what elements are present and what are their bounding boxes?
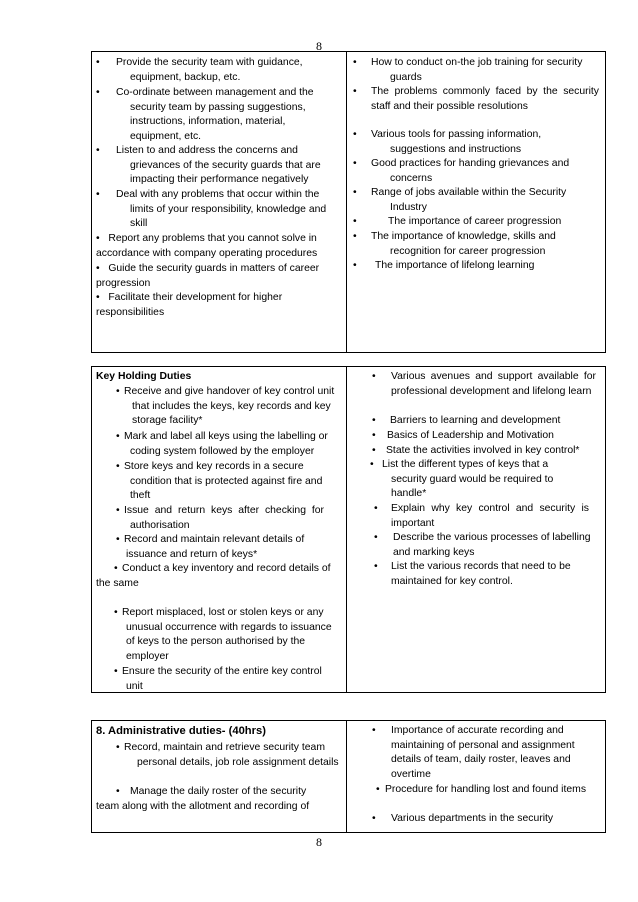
list-item	[92, 385, 344, 429]
section-3-right-cell	[347, 721, 605, 832]
table-section-3	[91, 720, 606, 833]
list-item-text	[96, 262, 340, 291]
bullet: •	[372, 430, 376, 441]
bullet: •	[374, 561, 378, 572]
list-item	[92, 430, 344, 459]
list-item-text	[96, 291, 316, 320]
list-item	[347, 186, 602, 215]
list-item	[347, 724, 602, 782]
list-item	[92, 562, 344, 591]
list-item	[92, 56, 342, 85]
list-item	[347, 429, 602, 444]
list-item	[92, 665, 344, 694]
page-number-top: 8	[316, 39, 322, 53]
section-heading: 8. Administrative duties- (40hrs)	[96, 725, 266, 737]
list-item	[347, 157, 602, 186]
table-section-1	[91, 51, 606, 353]
bullet: •	[353, 129, 357, 140]
list-item	[347, 502, 602, 531]
list-item-text: Explain why key control and security is important	[391, 503, 589, 529]
list-item-text: Range of jobs available within the Security Industry	[371, 187, 567, 213]
list-item-text: Provide the security team with guidance, equipment, backup, etc.	[116, 57, 303, 83]
list-item	[96, 291, 342, 320]
bullet: •	[374, 503, 378, 514]
list-item-text: Mark and label all keys using the labelling or coding system followed by the employer	[124, 431, 328, 457]
list-item-text: List the various records that need to be maintained for key control.	[391, 561, 571, 587]
bullet: •	[114, 607, 118, 618]
list-item	[96, 232, 342, 261]
bullet: •	[116, 505, 120, 516]
bullet: •	[372, 813, 376, 824]
list-item-text-content: Guide the security guards in matters of career progression	[96, 263, 320, 289]
bullet: •	[372, 415, 376, 426]
bullet: •	[114, 563, 118, 574]
bullet: •	[96, 263, 100, 274]
list-item-text: Conduct a key inventory and record details of the same	[96, 563, 331, 589]
list-item-text: Various avenues and support available for professional development and lifelong learn	[391, 371, 596, 397]
section-1-left-cell	[92, 52, 347, 352]
list-item-text: The problems commonly faced by the security staff and their possible resolutions	[371, 86, 599, 112]
list-item	[347, 128, 602, 157]
bullet: •	[353, 158, 357, 169]
list-item-text: Manage the daily roster of the security team along with the allotment and recording of	[96, 786, 310, 812]
list-item-text: List the different types of keys that a security guard would be required to handle*	[382, 459, 554, 500]
bullet: •	[374, 532, 378, 543]
list-item	[92, 460, 344, 504]
list-item-text: Various tools for passing information, suggestions and instructions	[371, 129, 542, 155]
list-item-text: Receive and give handover of key control unit that includes the keys, key records and key storage facility*	[124, 386, 335, 427]
bullet: •	[116, 742, 120, 753]
list-item-text: Listen to and address the concerns and grievances of the security guards that are impacting their performance negatively	[116, 145, 321, 186]
bullet: •	[353, 216, 357, 227]
bullet: •	[114, 666, 118, 677]
list-item	[347, 812, 602, 827]
list-item	[92, 188, 342, 232]
table-section-2	[91, 366, 606, 693]
list-item-text: Good practices for handing grievances and concerns	[371, 158, 570, 184]
bullet: •	[96, 292, 100, 303]
list-item	[347, 560, 602, 589]
section-3-left-cell	[92, 721, 347, 832]
list-item-text: Importance of accurate recording and maintaining of personal and assignment details of team, daily roster, leaves and overtime	[391, 725, 575, 780]
list-item-text-content: Facilitate their development for higher responsibilities	[96, 292, 283, 318]
bullet: •	[96, 87, 100, 98]
list-item-text: How to conduct on-the job training for security guards	[371, 57, 583, 83]
section-2-right-cell	[347, 367, 605, 692]
bullet: •	[96, 57, 100, 68]
list-item	[347, 215, 602, 230]
list-item	[92, 785, 344, 814]
list-item-text: Barriers to learning and development	[390, 415, 561, 426]
list-item-text: Procedure for handling lost and found items	[385, 784, 587, 795]
bullet: •	[372, 725, 376, 736]
bullet: •	[96, 145, 100, 156]
bullet: •	[353, 57, 357, 68]
bullet: •	[353, 187, 357, 198]
list-item-text: State the activities involved in key control*	[386, 445, 580, 456]
bullet: •	[376, 784, 380, 795]
list-item	[92, 606, 344, 664]
page-number-bottom: 8	[316, 835, 322, 849]
bullet: •	[116, 786, 120, 797]
list-item-text: Deal with any problems that occur within the limits of your responsibility, knowledge and skill	[116, 189, 327, 230]
list-item	[92, 504, 344, 533]
bullet: •	[372, 445, 376, 456]
list-item-text	[96, 232, 340, 261]
list-item-text: Various departments in the security	[391, 813, 554, 824]
list-item-text: Store keys and key records in a secure condition that is protected against fire and theft	[124, 461, 323, 502]
list-item-text: The importance of knowledge, skills and recognition for career progression	[371, 231, 556, 257]
list-item	[92, 86, 342, 144]
section-2-left-cell	[92, 367, 347, 692]
list-item	[347, 370, 602, 399]
list-item-text: Record and maintain relevant details of issuance and return of keys*	[124, 534, 305, 560]
list-item	[347, 85, 602, 114]
bullet: •	[353, 86, 357, 97]
bullet: •	[96, 233, 100, 244]
list-item-text: Report misplaced, lost or stolen keys or any unusual occurrence with regards to issuance of keys to the person authorised by the employer	[122, 607, 332, 662]
list-item-text: Issue and return keys after checking for authorisation	[124, 505, 324, 531]
bullet: •	[370, 459, 374, 470]
section-heading: Key Holding Duties	[96, 371, 192, 382]
bullet: •	[372, 371, 376, 382]
bullet: •	[116, 461, 120, 472]
list-item	[92, 741, 344, 770]
list-item	[347, 458, 602, 502]
bullet: •	[353, 231, 357, 242]
list-item	[347, 531, 602, 560]
list-item-text: The importance of career progression	[388, 216, 562, 227]
list-item-text-content: Report any problems that you cannot solve in accordance with company operating procedures	[96, 233, 318, 259]
list-item	[92, 533, 344, 562]
bullet: •	[116, 386, 120, 397]
list-item	[347, 414, 602, 429]
list-item-text: Record, maintain and retrieve security team personal details, job role assignment details	[124, 742, 339, 768]
bullet: •	[116, 534, 120, 545]
list-item	[347, 259, 602, 274]
list-item	[347, 230, 602, 259]
bullet: •	[96, 189, 100, 200]
list-item	[96, 262, 342, 291]
list-item	[92, 144, 342, 188]
list-item-text: Describe the various processes of labelling and marking keys	[393, 532, 591, 558]
list-item-text: Ensure the security of the entire key control unit	[122, 666, 322, 692]
list-item-text: Co-ordinate between management and the security team by passing suggestions, instructions, information, material, equipment, etc.	[116, 87, 314, 142]
section-1-right-cell	[347, 52, 605, 352]
list-item-text: The importance of lifelong learning	[375, 260, 535, 271]
bullet: •	[116, 431, 120, 442]
list-item	[347, 444, 602, 459]
bullet: •	[353, 260, 357, 271]
list-item	[347, 56, 602, 85]
list-item	[347, 783, 602, 798]
list-item-text: Basics of Leadership and Motivation	[387, 430, 554, 441]
